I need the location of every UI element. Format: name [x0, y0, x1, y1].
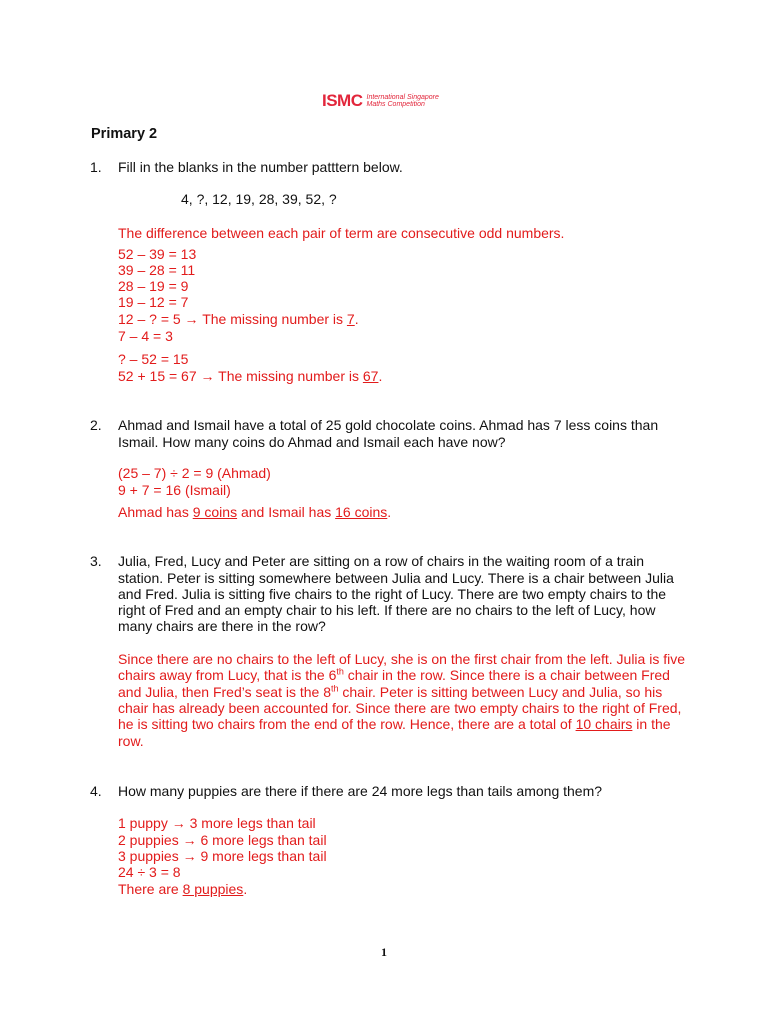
q1-step-8: [118, 368, 382, 385]
question-2-number: 2.: [90, 417, 102, 433]
q2-answer-a: Ahmad has: [118, 504, 193, 520]
q4-step-3: 3 puppies → 9 more legs than tail: [118, 848, 327, 864]
page-heading: Primary 2: [91, 126, 158, 142]
question-3-line-3: and Fred. Julia is sitting five chairs to the right of Lucy. There are two empty chairs to the: [118, 586, 667, 602]
q3-answer-line-4: chair has already been accounted for. Since there are two empty chairs to the right of Fred,: [118, 700, 682, 716]
q2-answer: [118, 504, 391, 521]
ismc-logo: [322, 92, 462, 110]
q3-a3b: chair. Peter is sitting between Lucy and Julia, so his: [338, 684, 663, 700]
q3-a3-sup: th: [330, 683, 339, 694]
logo-line-1: International Singapore: [366, 93, 439, 101]
q3-a2-sup: th: [336, 666, 344, 677]
q3-answer-line-1: Since there are no chairs to the left of Lucy, she is on the first chair from the left. Julia is five: [118, 651, 686, 667]
question-3-number: 3.: [90, 553, 102, 569]
logo-mark: ISMC: [322, 91, 363, 110]
q3-answer-line-2: [118, 667, 670, 684]
q4-answer: [118, 881, 247, 898]
q1-step-1: 52 – 39 = 13: [118, 246, 197, 262]
q2-answer-e: .: [387, 504, 392, 520]
page-number: 1: [381, 945, 387, 959]
q2-answer-ahmad: 9 coins: [192, 504, 238, 520]
q4-step-4: 24 ÷ 3 = 8: [118, 864, 181, 880]
q2-answer-ismail: 16 coins: [335, 504, 388, 520]
q3-answer-line-5: [118, 716, 671, 733]
q3-a2a: chairs away from Lucy, that is the 6: [118, 667, 337, 683]
q1-answer-2: 67: [362, 368, 379, 384]
q3-a2b: chair in the row. Since there is a chair between Fred: [343, 667, 670, 683]
q1-step-2: 39 – 28 = 11: [118, 262, 196, 278]
question-2-line-2: Ismail. How many coins do Ahmad and Ismail each have now?: [118, 434, 506, 450]
question-3-line-4: right of Fred and an empty chair to his left. If there are no chairs to the left of Lucy, how: [118, 602, 656, 618]
logo-subtitle: [367, 94, 439, 109]
q4-answer-c: .: [243, 881, 248, 897]
q2-step-1: (25 – 7) ÷ 2 = 9 (Ahmad): [118, 465, 271, 481]
q4-answer-a: There are: [118, 881, 183, 897]
q4-answer-puppies: 8 puppies: [182, 881, 244, 897]
q1-solution-intro: The difference between each pair of term are consecutive odd numbers.: [118, 225, 565, 241]
q3-a5a: he is sitting two chairs from the end of the row. Hence, there are a total of: [118, 716, 576, 732]
question-3-line-1: Julia, Fred, Lucy and Peter are sitting on a row of chairs in the waiting room of a train: [118, 553, 645, 569]
number-pattern: 4, ?, 12, 19, 28, 39, 52, ?: [181, 191, 337, 207]
logo-line-2: Maths Competition: [366, 101, 425, 108]
q1-step-8-text: 52 + 15 = 67 → The missing number is: [118, 368, 363, 384]
q1-step-3: 28 – 19 = 9: [118, 278, 189, 294]
q1-step-5: [118, 311, 359, 328]
q1-step-6: 7 – 4 = 3: [118, 328, 173, 344]
q3-answer-chairs: 10 chairs: [575, 716, 633, 732]
q3-answer-line-3: [118, 684, 662, 701]
question-2-line-1: Ahmad and Ismail have a total of 25 gold chocolate coins. Ahmad has 7 less coins than: [118, 417, 659, 433]
question-4-number: 4.: [90, 783, 102, 799]
question-3-line-2: station. Peter is sitting somewhere between Julia and Lucy. There is a chair between Julia: [118, 570, 674, 586]
q3-a3a: and Julia, then Fred’s seat is the 8: [118, 684, 331, 700]
q1-step-8-dot: .: [378, 368, 383, 384]
q1-answer-1: 7: [346, 311, 355, 327]
q3-a5b: in the: [632, 716, 671, 732]
q2-step-2: 9 + 7 = 16 (Ismail): [118, 482, 231, 498]
question-3-line-5: many chairs are there in the row?: [118, 618, 326, 634]
q2-answer-c: and Ismail has: [237, 504, 336, 520]
question-4-text: How many puppies are there if there are 24 more legs than tails among them?: [118, 783, 603, 799]
q4-step-1: 1 puppy → 3 more legs than tail: [118, 815, 316, 831]
q1-step-4: 19 – 12 = 7: [118, 294, 189, 310]
q1-step-5-dot: .: [354, 311, 359, 327]
q3-answer-line-6: row.: [118, 733, 144, 749]
q1-step-7: ? – 52 = 15: [118, 351, 189, 367]
q1-step-5-text: 12 – ? = 5 → The missing number is: [118, 311, 347, 327]
question-1-text: Fill in the blanks in the number patttern below.: [118, 159, 403, 175]
question-1-number: 1.: [90, 159, 102, 175]
q4-step-2: 2 puppies → 6 more legs than tail: [118, 832, 327, 848]
